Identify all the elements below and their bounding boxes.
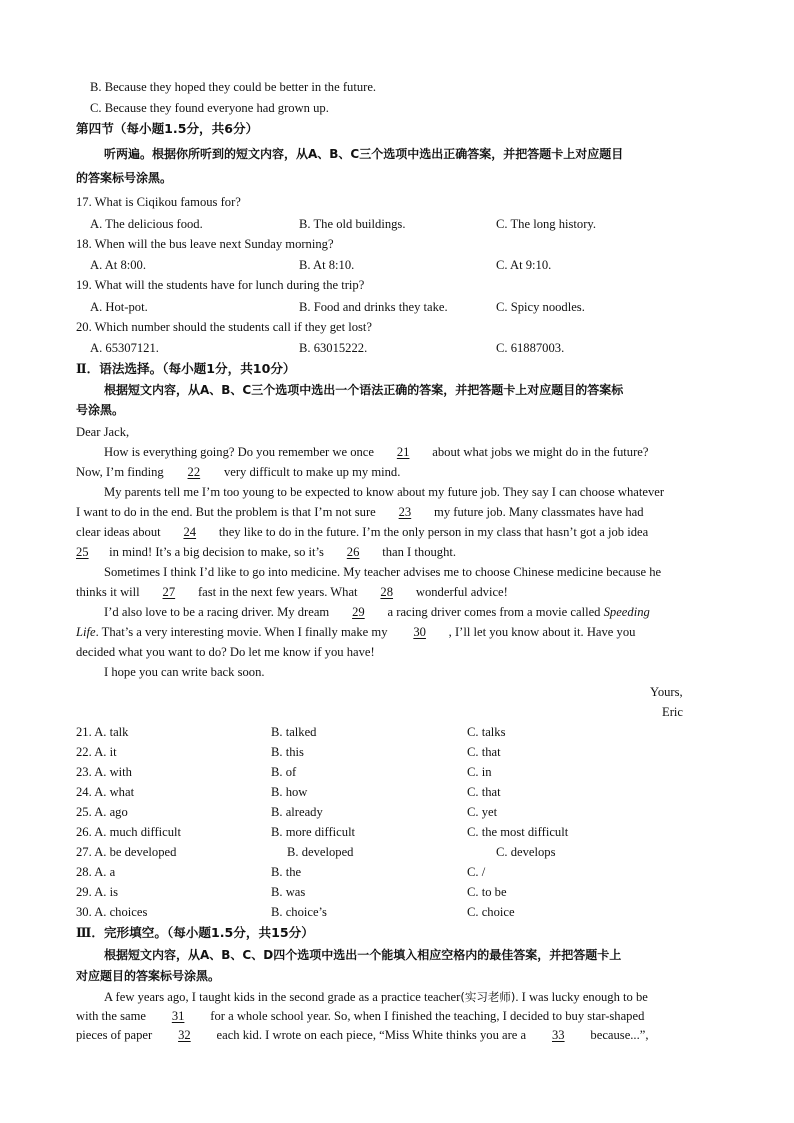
passage-line bbox=[76, 624, 635, 640]
blank-24: 24 bbox=[183, 525, 197, 539]
option-c: C. yet bbox=[467, 805, 498, 819]
passage-line: decided what you want to do? Do let me know if you have! bbox=[76, 645, 375, 659]
option-b: B. already bbox=[271, 805, 323, 819]
option-c: C. 61887003. bbox=[496, 341, 565, 355]
option-a: A. At 8:00. bbox=[90, 258, 146, 272]
section-heading bbox=[76, 361, 296, 377]
instructions: 对应题目的答案标号涂黑。 bbox=[76, 969, 221, 983]
passage-text: A few years ago, I taught kids in the second grade as a practice teacher bbox=[104, 990, 461, 1004]
option-b: B. choice’s bbox=[271, 905, 327, 919]
passage-text: pieces of paper bbox=[76, 1028, 156, 1042]
passage-text: fast in the next few years. What bbox=[194, 585, 361, 599]
option-c: C. / bbox=[467, 865, 486, 879]
movie-title: Speeding bbox=[603, 605, 650, 619]
letter-signature: Eric bbox=[662, 705, 683, 719]
passage-text: than I thought. bbox=[379, 545, 457, 559]
passage-line: Sometimes I think I’d like to go into medicine. My teacher advises me to choose Chinese medicine because he bbox=[104, 565, 662, 579]
option-a: 24. A. what bbox=[76, 785, 135, 799]
blank-25: 25 bbox=[76, 545, 89, 559]
blank-31: 31 bbox=[171, 1009, 185, 1023]
option-c: C. to be bbox=[467, 885, 507, 899]
passage-text: each kid. I wrote on each piece, “Miss White thinks you are a bbox=[213, 1028, 530, 1042]
option-b: B. talked bbox=[271, 725, 317, 739]
passage-text: thinks it will bbox=[76, 585, 143, 599]
option-b: B. 63015222. bbox=[299, 341, 368, 355]
blank-28: 28 bbox=[380, 585, 394, 599]
option-a: A. The delicious food. bbox=[90, 217, 203, 231]
blank-29: 29 bbox=[352, 605, 365, 619]
passage-text: they like to do in the future. I’m the only person in my class that hasn’t got a job idea bbox=[215, 525, 649, 539]
option-b: B. At 8:10. bbox=[299, 258, 355, 272]
question: 20. Which number should the students call if they get lost? bbox=[76, 320, 373, 334]
question: 18. When will the bus leave next Sunday morning? bbox=[76, 237, 334, 251]
option-a: 21. A. talk bbox=[76, 725, 129, 739]
option-text: C. Because they found everyone had grown up. bbox=[90, 101, 329, 115]
passage-text: . I was lucky enough to be bbox=[515, 990, 648, 1004]
option-c: C. choice bbox=[467, 905, 515, 919]
option-c: C. The long history. bbox=[496, 217, 597, 231]
question: 17. What is Ciqikou famous for? bbox=[76, 195, 241, 209]
passage-text: for a whole school year. So, when I finished the teaching, I decided to buy star-shaped bbox=[207, 1009, 645, 1023]
option-c: C. the most difficult bbox=[467, 825, 569, 839]
blank-21: 21 bbox=[396, 445, 410, 459]
option-a: 23. A. with bbox=[76, 765, 132, 779]
passage-line bbox=[104, 604, 650, 620]
blank-22: 22 bbox=[187, 465, 201, 479]
option-text: B. Because they hoped they could be better in the future. bbox=[90, 80, 377, 94]
section-heading: 第四节（每小题1.5分，共6分） bbox=[76, 121, 259, 136]
option-a: 22. A. it bbox=[76, 745, 117, 759]
passage-text: . That’s a very interesting movie. When I finally make my bbox=[95, 625, 391, 639]
passage-line bbox=[76, 524, 648, 540]
passage-line bbox=[104, 989, 648, 1005]
option-a: 27. A. be developed bbox=[76, 845, 177, 859]
instructions: 听两遍。根据你所听到的短文内容，从A、B、C三个选项中选出正确答案，并把答题卡上对应题目 bbox=[104, 147, 624, 161]
option-a: 30. A. choices bbox=[76, 905, 148, 919]
passage-line bbox=[76, 1027, 648, 1043]
passage-line bbox=[76, 544, 456, 560]
instructions: 根据短文内容，从A、B、C三个选项中选出一个语法正确的答案，并把答题卡上对应题目的答案标 bbox=[104, 383, 624, 397]
section-title: 完形填空。（每小题1.5分，共15分） bbox=[103, 925, 314, 940]
passage-text: a racing driver comes from a movie called bbox=[384, 605, 604, 619]
option-a: 26. A. much difficult bbox=[76, 825, 182, 839]
salutation: Dear Jack, bbox=[76, 425, 130, 439]
instructions: 号涂黑。 bbox=[76, 403, 125, 417]
blank-32: 32 bbox=[178, 1028, 191, 1042]
section-number: Ⅱ． bbox=[76, 362, 100, 376]
option-c: C. in bbox=[467, 765, 492, 779]
option-b: B. developed bbox=[287, 845, 354, 859]
option-b: B. was bbox=[271, 885, 306, 899]
letter-closing: Yours, bbox=[650, 685, 683, 699]
blank-30: 30 bbox=[413, 625, 426, 639]
passage-text: Now, I’m finding bbox=[76, 465, 167, 479]
passage-text: because...”, bbox=[587, 1028, 649, 1042]
question: 19. What will the students have for lunch during the trip? bbox=[76, 278, 365, 292]
passage-text: with the same bbox=[76, 1009, 150, 1023]
passage-text: about what jobs we might do in the future? bbox=[429, 445, 649, 459]
option-c: C. talks bbox=[467, 725, 506, 739]
option-b: B. this bbox=[271, 745, 304, 759]
option-c: C. that bbox=[467, 785, 501, 799]
passage-line bbox=[76, 1008, 644, 1024]
passage-line: My parents tell me I’m too young to be expected to know about my future job. They say I can choose whatever bbox=[104, 485, 665, 499]
option-c: C. develops bbox=[496, 845, 556, 859]
option-b: B. the bbox=[271, 865, 302, 879]
blank-26: 26 bbox=[346, 545, 360, 559]
option-a: 29. A. is bbox=[76, 885, 118, 899]
option-a: A. Hot-pot. bbox=[90, 300, 148, 314]
passage-text: I want to do in the end. But the problem is that I’m not sure bbox=[76, 505, 379, 519]
blank-27: 27 bbox=[162, 585, 176, 599]
option-a: A. 65307121. bbox=[90, 341, 159, 355]
passage-line bbox=[76, 584, 508, 600]
option-b: B. of bbox=[271, 765, 297, 779]
passage-text: clear ideas about bbox=[76, 525, 164, 539]
blank-23: 23 bbox=[398, 505, 412, 519]
section-number: Ⅲ． bbox=[76, 926, 104, 940]
option-c: C. that bbox=[467, 745, 501, 759]
option-b: B. The old buildings. bbox=[299, 217, 406, 231]
option-b: B. how bbox=[271, 785, 308, 799]
option-c: C. Spicy noodles. bbox=[496, 300, 585, 314]
section-heading bbox=[76, 925, 314, 941]
passage-gloss: (实习老师) bbox=[460, 990, 516, 1004]
option-b: B. more difficult bbox=[271, 825, 356, 839]
passage-text: How is everything going? Do you remember we once bbox=[104, 445, 378, 459]
option-a: 28. A. a bbox=[76, 865, 116, 879]
passage-text: I’d also love to be a racing driver. My dream bbox=[104, 605, 333, 619]
passage-line: I hope you can write back soon. bbox=[104, 665, 265, 679]
passage-line bbox=[76, 504, 644, 520]
passage-line bbox=[76, 464, 400, 480]
option-c: C. At 9:10. bbox=[496, 258, 552, 272]
blank-33: 33 bbox=[551, 1028, 565, 1042]
section-title: 语法选择。（每小题1分，共10分） bbox=[99, 361, 296, 376]
option-a: 25. A. ago bbox=[76, 805, 128, 819]
option-b: B. Food and drinks they take. bbox=[299, 300, 448, 314]
instructions: 的答案标号涂黑。 bbox=[76, 171, 173, 185]
passage-text: , I’ll let you know about it. Have you bbox=[448, 625, 636, 639]
passage-text: very difficult to make up my mind. bbox=[220, 465, 401, 479]
passage-text: my future job. Many classmates have had bbox=[430, 505, 644, 519]
passage-line bbox=[104, 444, 648, 460]
passage-text: wonderful advice! bbox=[412, 585, 508, 599]
movie-title: Life bbox=[76, 625, 96, 639]
instructions: 根据短文内容，从A、B、C、D四个选项中选出一个能填入相应空格内的最佳答案，并把答题卡上 bbox=[104, 948, 622, 962]
passage-text: in mind! It’s a big decision to make, so it’s bbox=[106, 545, 328, 559]
